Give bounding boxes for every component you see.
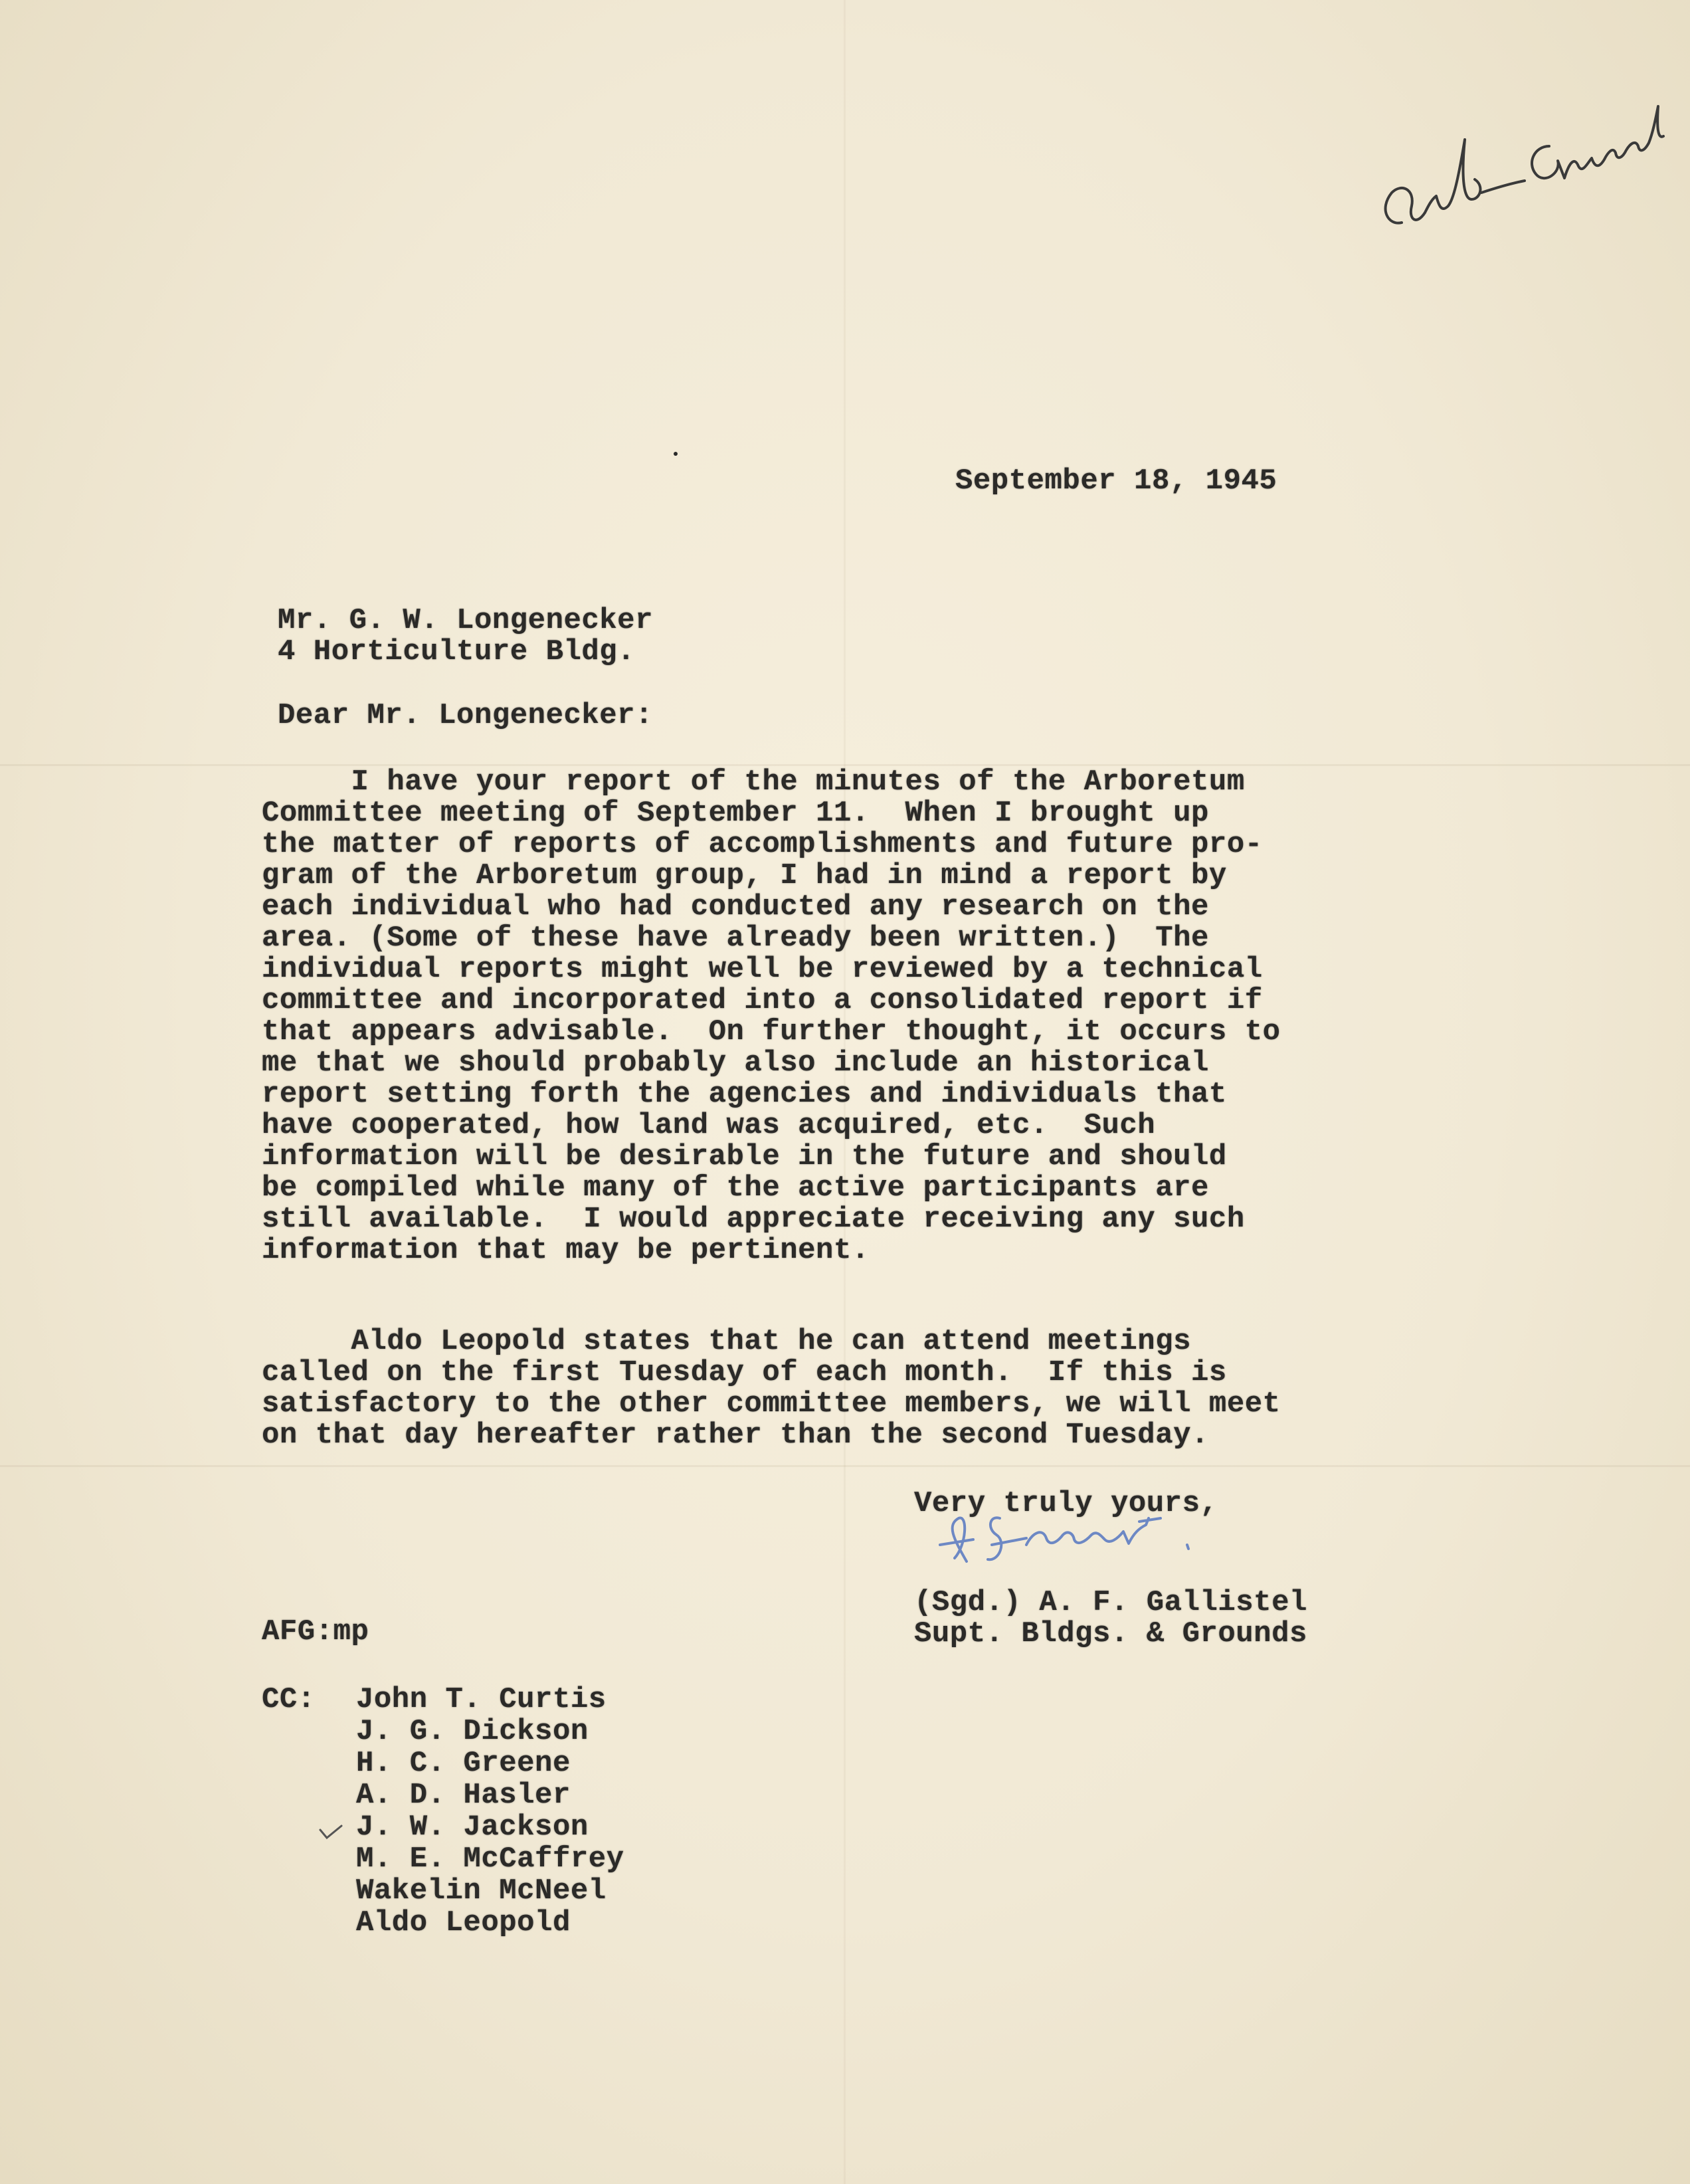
body-line: report setting forth the agencies and individuals that (262, 1078, 1227, 1111)
salutation: Dear Mr. Longenecker: (278, 699, 653, 732)
signed-line: (Sgd.) A. F. Gallistel (914, 1586, 1307, 1619)
body-line: still available. I would appreciate receiving any such (262, 1203, 1245, 1236)
paper-speck (674, 452, 678, 456)
handwritten-signature (927, 1498, 1259, 1571)
letter-date: September 18, 1945 (955, 464, 1277, 498)
closing: Very truly yours, (914, 1487, 1218, 1520)
body-line: information will be desirable in the future and should (262, 1140, 1227, 1173)
cc-name: Aldo Leopold (356, 1906, 571, 1939)
body-line: have cooperated, how land was acquired, etc. Such (262, 1109, 1156, 1142)
recipient-address: 4 Horticulture Bldg. (278, 635, 636, 668)
body-line: that appears advisable. On further thought, it occurs to (262, 1015, 1281, 1048)
body-line: satisfactory to the other committee members, we will meet (262, 1387, 1281, 1421)
body-line: be compiled while many of the active participants are (262, 1171, 1209, 1205)
cc-name: A. D. Hasler (356, 1779, 571, 1812)
body-line: on that day hereafter rather than the second Tuesday. (262, 1419, 1209, 1452)
handwritten-note-arb-general (1375, 100, 1667, 239)
body-line: I have your report of the minutes of the Arboretum (262, 765, 1245, 799)
body-line: each individual who had conducted any research on the (262, 890, 1209, 924)
body-line: information that may be pertinent. (262, 1234, 870, 1267)
body-line: the matter of reports of accomplishments and future pro- (262, 828, 1263, 861)
cc-name: J. G. Dickson (356, 1715, 589, 1748)
body-line: me that we should probably also include an historical (262, 1046, 1209, 1080)
body-line: Aldo Leopold states that he can attend meetings (262, 1325, 1192, 1358)
body-line: committee and incorporated into a consolidated report if (262, 984, 1263, 1017)
check-mark-icon (318, 1822, 344, 1842)
body-line: Committee meeting of September 11. When I brought up (262, 797, 1209, 830)
recipient-name: Mr. G. W. Longenecker (278, 604, 653, 637)
cc-name: John T. Curtis (356, 1683, 607, 1716)
cc-name: M. E. McCaffrey (356, 1842, 624, 1876)
signer-title: Supt. Bldgs. & Grounds (914, 1617, 1307, 1650)
cc-label: CC: (262, 1683, 316, 1716)
cc-name: H. C. Greene (356, 1747, 571, 1780)
typist-initials: AFG:mp (262, 1615, 369, 1648)
body-line: individual reports might well be reviewed by a technical (262, 953, 1263, 986)
body-line: gram of the Arboretum group, I had in mind a report by (262, 859, 1227, 892)
body-line: called on the first Tuesday of each month. If this is (262, 1356, 1227, 1389)
cc-name: Wakelin McNeel (356, 1874, 607, 1908)
cc-name: J. W. Jackson (356, 1811, 589, 1844)
body-line: area. (Some of these have already been written.) The (262, 922, 1209, 955)
